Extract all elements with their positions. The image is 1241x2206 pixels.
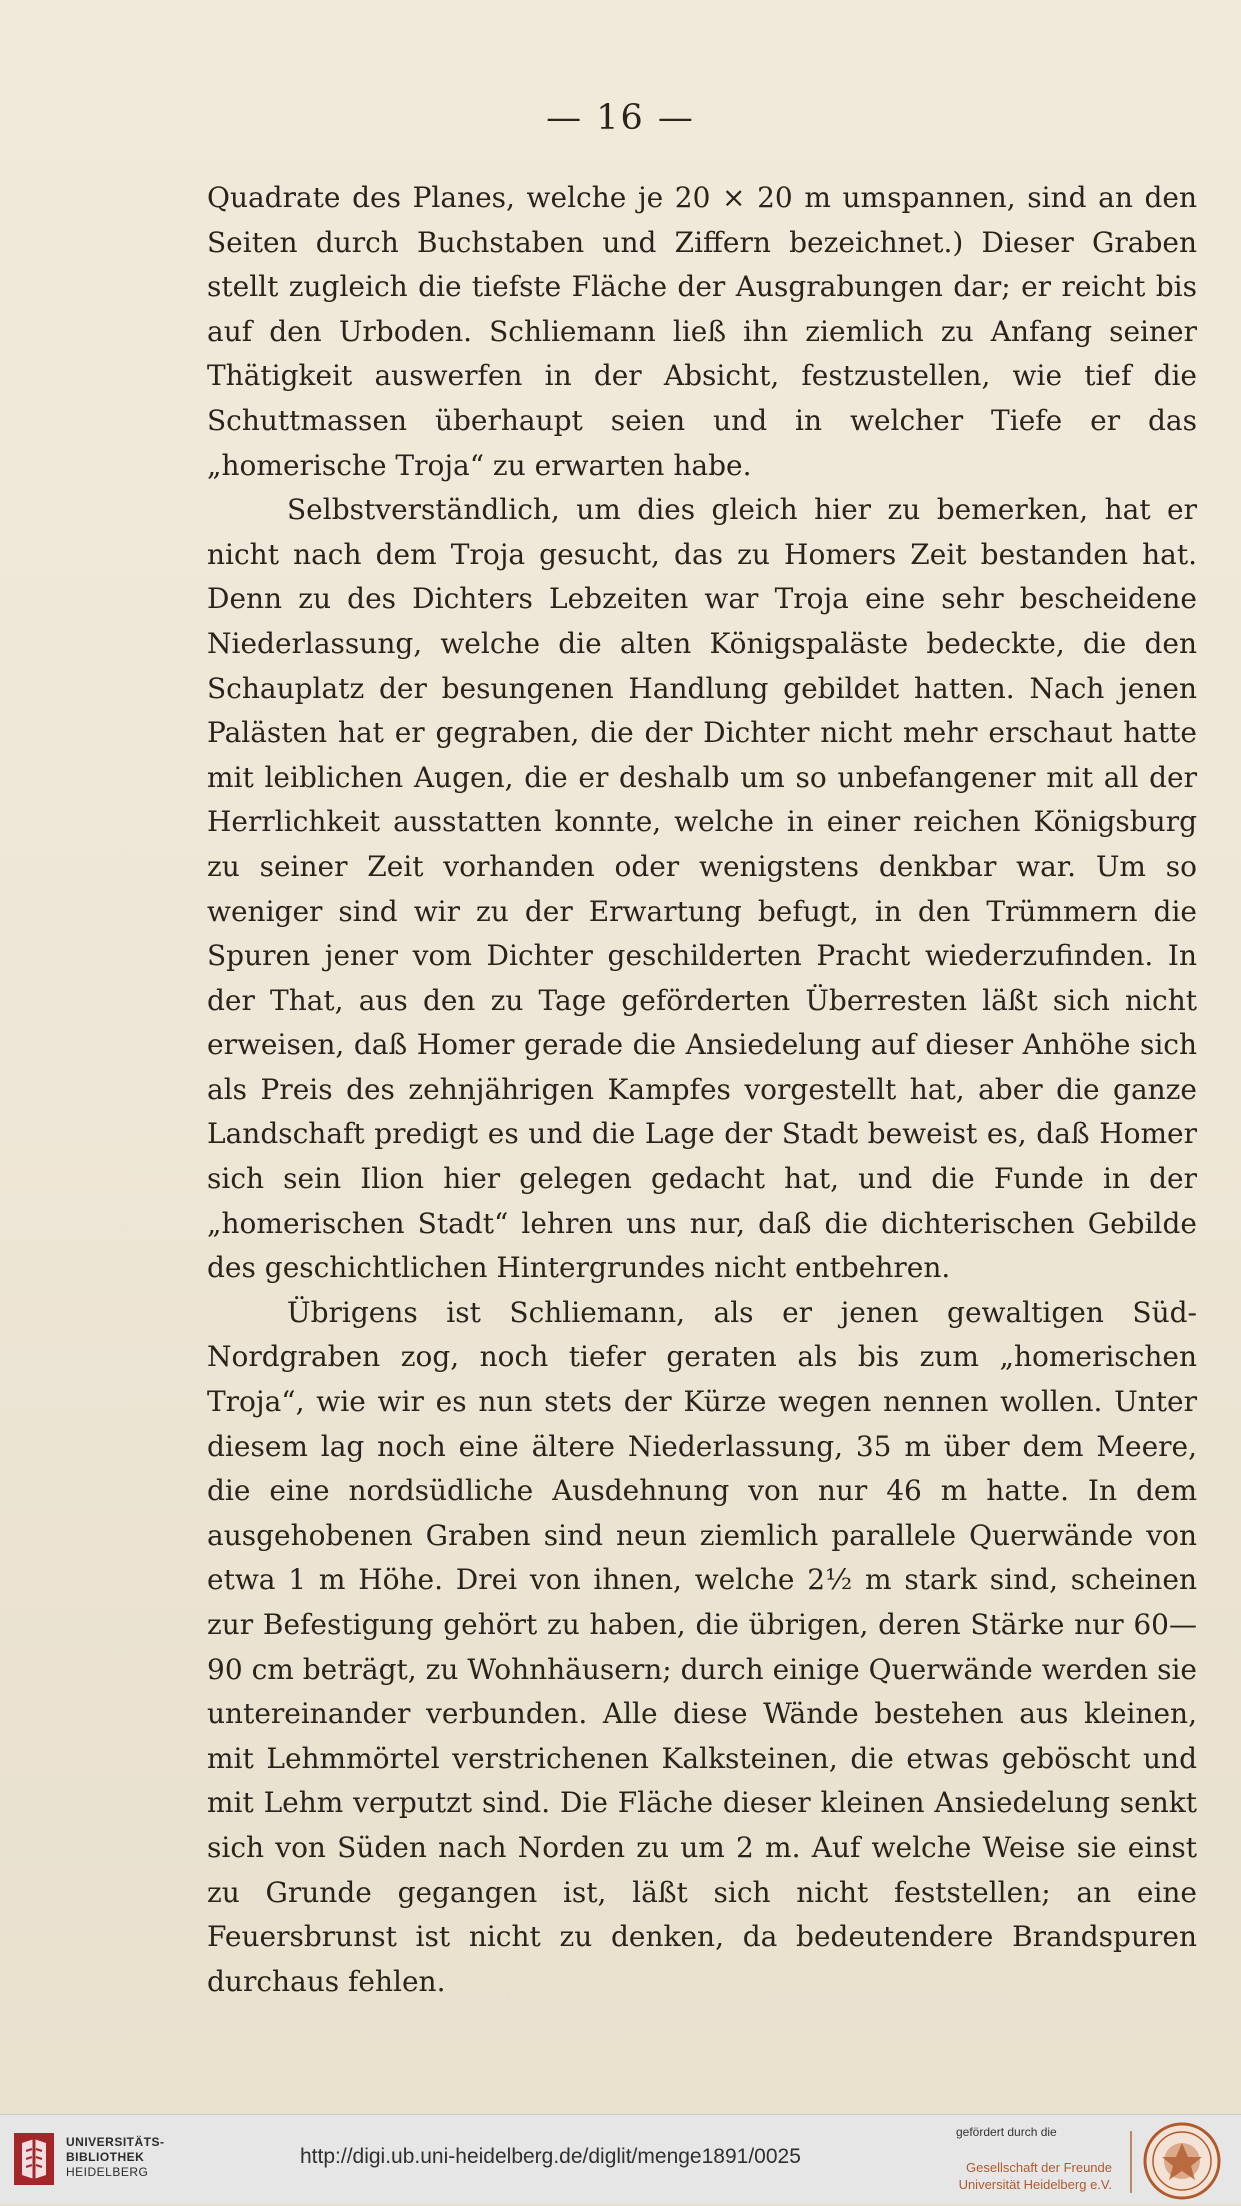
paragraph-1: Quadrate des Planes, welche je 20 × 20 m umspannen, sind an den Seiten durch Buchstaben und Ziffern bezeichnet.) Dieser Graben stellt zugleich die tiefste Fläche der Ausgrabungen dar; er reicht bis auf den Urboden. Schliemann ließ ihn ziemlich zu Anfang seiner Thätigkeit auswerfen in der Absicht, festzustellen, wie tief die Schuttmassen überhaupt seien und in welcher Tiefe er das „homerische Troja“ zu erwarten habe.: [207, 181, 1197, 482]
library-name-line-1: UNIVERSITÄTS-: [66, 2135, 165, 2149]
university-library-logo-icon[interactable]: [12, 2129, 56, 2189]
permalink-url[interactable]: http://digi.ub.uni-heidelberg.de/diglit/menge1891/0025: [300, 2145, 801, 2168]
library-name: [66, 2135, 165, 2180]
library-name-line-3: HEIDELBERG: [66, 2165, 149, 2179]
page-number: — 16 —: [546, 98, 695, 138]
library-name-line-2: BIBLIOTHEK: [66, 2150, 145, 2164]
paragraph-3: Übrigens ist Schliemann, als er jenen gewaltigen Süd-Nordgraben zog, noch tiefer geraten als bis zum „homerischen Troja“, wie wir es nun stets der Kürze wegen nennen wollen. Unter diesem lag noch eine ältere Niederlassung, 35 m über dem Meere, die eine nordsüdliche Ausdehnung von nur 46 m hatte. In dem ausgehobenen Graben sind neun ziemlich parallele Querwände von etwa 1 m Höhe. Drei von ihnen, welche 2½ m stark sind, scheinen zur Befestigung gehört zu haben, die übrigen, deren Stärke nur 60—90 cm beträgt, zu Wohnhäusern; durch einige Querwände werden sie untereinander verbunden. Alle diese Wände bestehen aus kleinen, mit Lehmmörtel verstrichenen Kalksteinen, die etwas geböscht und mit Lehm verputzt sind. Die Fläche dieser kleinen Ansiedelung senkt sich von Süden nach Norden zu um 2 m. Auf welche Weise sie einst zu Grunde gegangen ist, läßt sich nicht feststellen; an eine Feuersbrunst ist nicht zu denken, da bedeutendere Brandspuren durchaus fehlen.: [207, 1295, 1197, 1998]
society-name-line-2: Universität Heidelberg e.V.: [958, 2177, 1112, 2192]
sponsor-divider: [1130, 2131, 1132, 2193]
society-name: [940, 2159, 1112, 2193]
sponsor-block: [940, 2125, 1140, 2193]
body-text: [207, 176, 1197, 2004]
university-seal-icon[interactable]: [1142, 2121, 1222, 2201]
footer-bar: [0, 2114, 1241, 2204]
paragraph-2: Selbstverständlich, um dies gleich hier zu bemerken, hat er nicht nach dem Troja gesucht, das zu Homers Zeit bestanden hat. Denn zu des Dichters Lebzeiten war Troja eine sehr bescheidene Niederlassung, welche die alten Königspaläste bedeckte, die den Schauplatz der besungenen Handlung gebildet hatten. Nach jenen Palästen hat er gegraben, die der Dichter nicht mehr erschaut hatte mit leiblichen Augen, die er deshalb um so unbefangener mit all der Herrlichkeit ausstatten konnte, welche in einer reichen Königsburg zu seiner Zeit vorhanden oder wenigstens denkbar war. Um so weniger sind wir zu der Erwartung befugt, in den Trümmern die Spuren jener vom Dichter geschilderten Pracht wiederzufinden. In der That, aus den zu Tage geförderten Überresten läßt sich nicht erweisen, daß Homer gerade die Ansiedelung auf dieser Anhöhe sich als Preis des zehnjährigen Kampfes vorgestellt hat, aber die ganze Landschaft predigt es und die Lage der Stadt beweist es, daß Homer sich sein Ilion hier gelegen gedacht hat, und die Funde in der „homerischen Stadt“ lehren uns nur, daß die dichterischen Gebilde des geschichtlichen Hintergrundes nicht entbehren.: [207, 493, 1197, 1285]
society-name-line-1: Gesellschaft der Freunde: [966, 2160, 1112, 2175]
funded-by-text: gefördert durch die: [956, 2125, 1057, 2139]
